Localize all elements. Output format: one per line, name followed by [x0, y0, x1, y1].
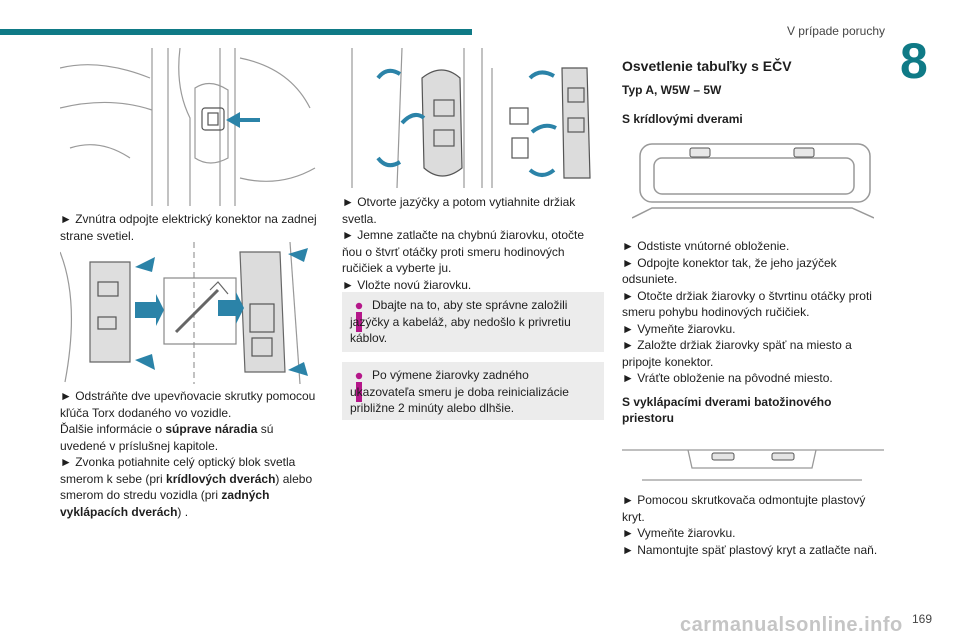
- header-accent-bar: [0, 29, 472, 35]
- col1-text-segment: ) .: [177, 504, 189, 519]
- col1-steps2: [60, 388, 322, 520]
- bulb-type-subtitle: Typ A, W5W – 5W: [622, 83, 722, 97]
- col1-text-segment: sú uvedené v príslušnej kapitole.: [60, 422, 274, 453]
- tailgate-term: zadných vyklápacích dverách: [60, 488, 270, 519]
- plate-light-wing-doors-illustration: [632, 140, 874, 230]
- page-number: 169: [912, 612, 933, 626]
- col1-text-segment: ) alebo smerom do stredu vozidla (pri: [60, 471, 313, 502]
- col3-step1-4: ► Vymeňte žiarovku.: [622, 321, 736, 336]
- col3-step2-1: ► Pomocou skrutkovača odmontujte plastový kryt.: [622, 493, 866, 524]
- col3-step1-6: ► Vráťte obloženie na pôvodné miesto.: [622, 371, 833, 385]
- col1-text-segment: Ďalšie informácie o: [60, 422, 166, 436]
- bulb-holder-illustration: [342, 48, 604, 188]
- col2-step-3: ► Vložte novú žiarovku.: [342, 277, 472, 292]
- torx-screws-illustration: [60, 242, 322, 384]
- wing-doors-term: krídlových dverách: [166, 471, 276, 486]
- page-header-title: V prípade poruchy: [786, 24, 885, 38]
- col3-step1-5: ► Založte držiak žiarovky späť na miesto a pripojte konektor.: [622, 338, 852, 369]
- col1-step1: ► Zvnútra odpojte elektrický konektor na zadnej strane svetiel.: [60, 212, 317, 243]
- col2-steps: [342, 194, 604, 293]
- chapter-number: 8: [900, 33, 928, 89]
- info-note-2-text: Po výmene žiarovky zadného ukazovateľa smeru je doba reinicializácie približne 2 minúty alebo dlhšie.: [350, 368, 569, 415]
- watermark: carmanualsonline.info: [680, 614, 903, 636]
- info-note-1-text: Dbajte na to, aby ste správne založili jazýčky a kabeláž, aby nedošlo k privretiu káblov.: [350, 298, 571, 345]
- section-title: Osvetlenie tabuľky s EČV: [622, 58, 792, 74]
- col3-step1-3: ► Otočte držiak žiarovky o štvrtinu otáčky proti smeru pohybu hodinových ručičiek.: [622, 288, 872, 319]
- info-note-2: [342, 362, 604, 420]
- tailgate-heading: S vyklápacími dverami batožinového priestoru: [622, 395, 832, 425]
- col1-text-segment: ► Zvonka potiahnite celý optický blok svetla smerom k sebe (pri: [60, 455, 296, 486]
- col3-steps2: [622, 492, 890, 558]
- tool-kit-term: súprave náradia: [165, 422, 258, 436]
- col2-step-1: ► Otvorte jazýčky a potom vytiahnite držiak svetla.: [342, 195, 576, 226]
- col2-step-2: ► Jemne zatlačte na chybnú žiarovku, otočte ňou o štvrť otáčky proti smeru hodinových ručičiek a vyberte ju.: [342, 228, 585, 275]
- wing-doors-heading: S krídlovými dverami: [622, 112, 743, 126]
- col3-step1-2: ► Odpojte konektor tak, že jeho jazýček odsuniete.: [622, 255, 837, 286]
- info-note-1: [342, 292, 604, 352]
- col3-steps1: [622, 238, 890, 387]
- col3-step1-1: ► Odstiste vnútorné obloženie.: [622, 239, 790, 253]
- col1-step2-text: ► Odstráňte dve upevňovacie skrutky pomocou kľúča Torx dodaného vo vozidle.: [60, 389, 316, 420]
- col3-step2-2: ► Vymeňte žiarovku.: [622, 526, 736, 540]
- col3-step2-3: ► Namontujte späť plastový kryt a zatlačte naň.: [622, 542, 878, 557]
- connector-illustration: [60, 48, 322, 206]
- plate-light-tailgate-illustration: [622, 440, 884, 484]
